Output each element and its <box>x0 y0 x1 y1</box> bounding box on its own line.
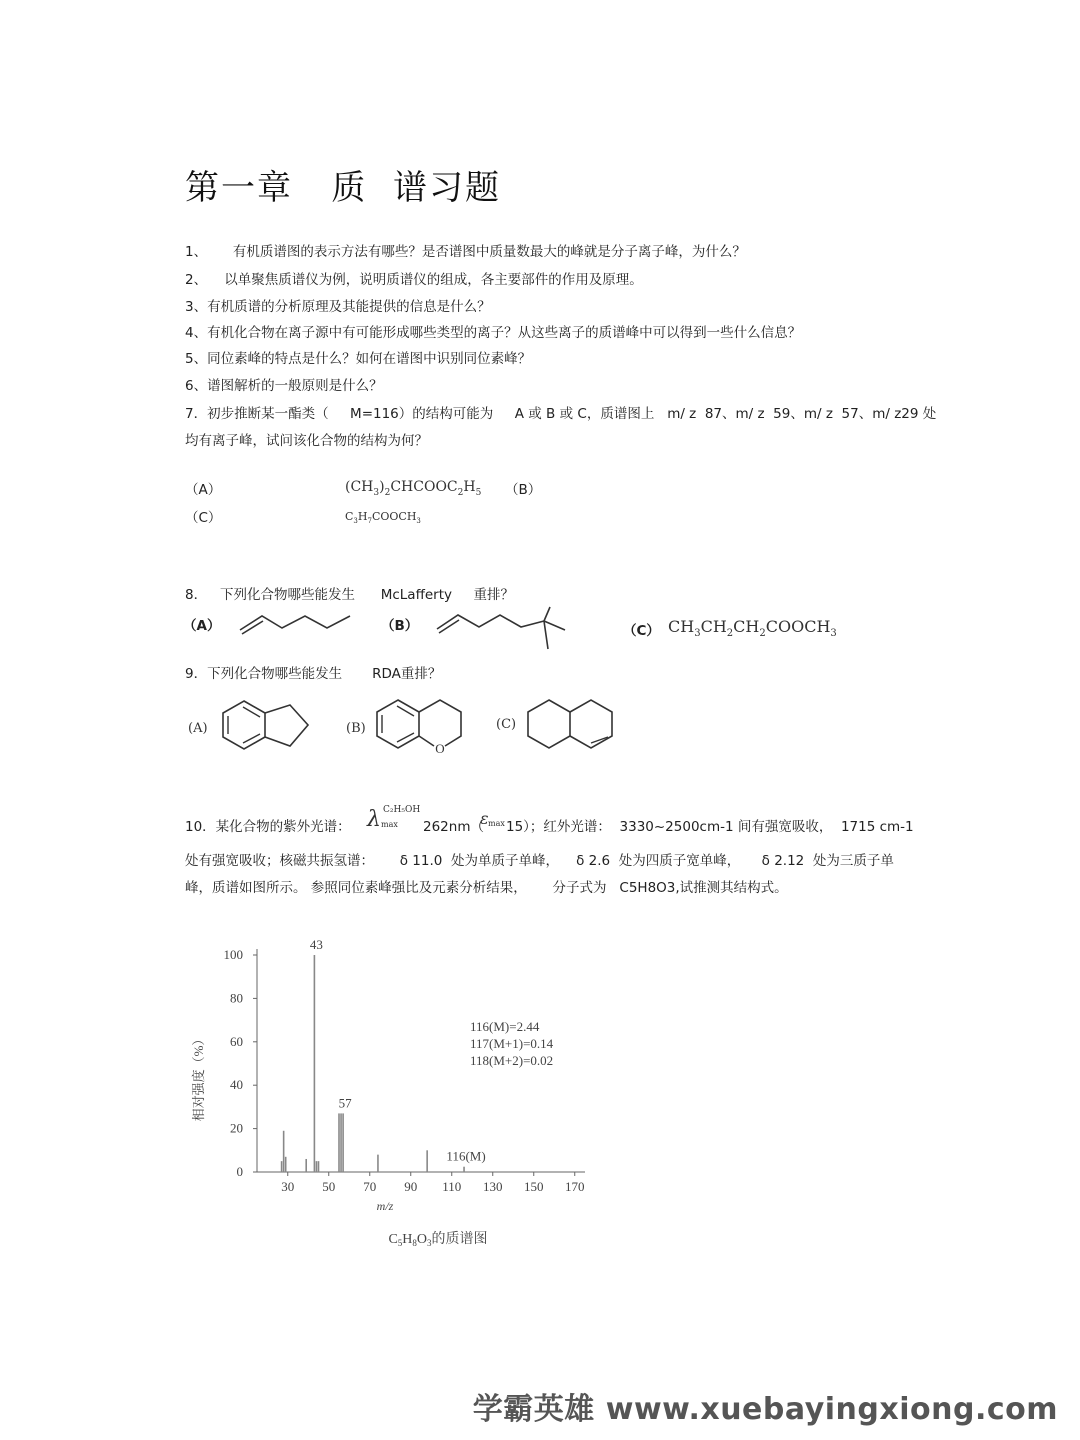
q7-formula-a: $(CH_3)_2CHCOOC_2H_5$ <box>345 479 482 498</box>
q8-label-c: （C） <box>623 623 660 639</box>
isotope-annotation: 118(M+2)=0.02 <box>470 1053 554 1068</box>
question-9: 9．下列化合物哪些能发生 RDA重排？ <box>185 666 442 682</box>
question-10-line-3: 峰，质谱如图所示。 参照同位素峰强比及元素分析结果， 分子式为 C5H8O3,试推测其结构式。 <box>185 880 788 896</box>
q7-label-c: （C） <box>185 510 222 526</box>
x-tick-label: 30 <box>281 1179 295 1194</box>
y-axis-label: 相对强度（%） <box>191 1032 206 1122</box>
q9-structure-hexahydronaphthalene <box>525 693 620 763</box>
chart-caption: $C_5H_8O_3$的质谱图 <box>388 1232 488 1248</box>
q9-label-a: (A) <box>188 721 208 736</box>
question-3: 3、有机质谱的分析原理及其能提供的信息是什么？ <box>185 299 491 315</box>
q9-label-c: (C) <box>496 717 517 732</box>
x-axis-label: m/z <box>376 1199 394 1213</box>
lambda-symbol: λ <box>367 807 381 832</box>
x-tick-label: 170 <box>565 1179 585 1194</box>
x-tick-label: 70 <box>363 1179 377 1194</box>
y-tick-label: 0 <box>236 1164 243 1179</box>
q10-mid: 262nm（ <box>423 819 484 835</box>
x-tick-label: 90 <box>404 1179 418 1194</box>
peak-label: 43 <box>309 937 323 952</box>
peak-label: 57 <box>338 1095 352 1111</box>
q10-prefix: 10．某化合物的紫外光谱： <box>185 819 351 835</box>
question-7-line-2: 均有离子峰，试问该化合物的结构为何？ <box>185 433 428 449</box>
epsilon-symbol: ε <box>480 809 489 828</box>
lambda-solvent: C₂H₅OH <box>383 805 421 815</box>
q9-structure-chroman <box>374 693 464 763</box>
x-tick-label: 50 <box>322 1179 336 1194</box>
y-tick-label: 60 <box>230 1033 243 1049</box>
y-tick-label: 100 <box>223 947 243 962</box>
epsilon-max: max <box>488 819 505 828</box>
q9-structure-indane <box>220 697 315 759</box>
q8-label-a: （A） <box>183 618 221 634</box>
question-5: 5、同位素峰的特点是什么？如何在谱图中识别同位素峰？ <box>185 351 532 367</box>
x-tick-label: 110 <box>442 1179 462 1194</box>
q8-structure-b <box>434 603 574 653</box>
isotope-annotation: 116(M)=2.44 <box>470 1019 540 1034</box>
q7-formula-c: $C_3H_7COOCH_3$ <box>345 510 421 526</box>
question-1: 1、 有机质谱图的表示方法有哪些？是否谱图中质量数最大的峰就是分子离子峰，为什么？ <box>185 244 746 260</box>
question-4: 4、有机化合物在离子源中有可能形成哪些类型的离子？从这些离子的质谱峰中可以得到一些什么信息？ <box>185 325 802 341</box>
question-8: 8． 下列化合物哪些能发生 McLafferty 重排？ <box>185 587 514 603</box>
q7-label-b: （B） <box>505 482 542 498</box>
q8-structure-a <box>237 607 357 637</box>
watermark-text: 学霸英雄 www.xuebayingxiong.com <box>472 1392 1058 1427</box>
q9-label-b: (B) <box>346 721 366 736</box>
q7-label-a: （A） <box>185 482 222 498</box>
peak-label: 116(M) <box>446 1148 486 1164</box>
q8-formula-c: $CH_3CH_2CH_2COOCH_3$ <box>668 617 837 640</box>
mass-spectrum-chart <box>185 925 605 1255</box>
x-tick-label: 130 <box>483 1179 503 1194</box>
page-title: 第一章 质 谱习题 <box>185 168 502 208</box>
question-2: 2、 以单聚焦质谱仪为例，说明质谱仪的组成，各主要部件的作用及原理。 <box>185 272 643 288</box>
x-tick-label: 150 <box>524 1179 544 1194</box>
question-7-line-1: 7．初步推断某一酯类（ M=116）的结构可能为 A 或 B 或 C，质谱图上 m/ z 87、m/ z 59、m/ z 57、m/ z29 处 <box>185 406 937 422</box>
lambda-max: max <box>381 820 398 829</box>
q8-label-b: （B） <box>381 618 419 634</box>
question-6: 6、谱图解析的一般原则是什么？ <box>185 378 383 394</box>
ring-oxygen-label: O <box>435 741 445 756</box>
y-tick-label: 40 <box>230 1077 243 1093</box>
q10-suffix: 15）；红外光谱： 3330~2500cm-1 间有强宽吸收， 1715 cm-1 <box>506 819 914 835</box>
y-tick-label: 80 <box>230 990 243 1006</box>
question-10-line-1 <box>185 805 914 839</box>
y-tick-label: 20 <box>230 1120 243 1136</box>
isotope-annotation: 117(M+1)=0.14 <box>470 1036 554 1051</box>
question-10-line-2: 处有强宽吸收；核磁共振氢谱： δ 11.0 处为单质子单峰， δ 2.6 处为四质子宽单峰， δ 2.12 处为三质子单 <box>185 853 894 869</box>
